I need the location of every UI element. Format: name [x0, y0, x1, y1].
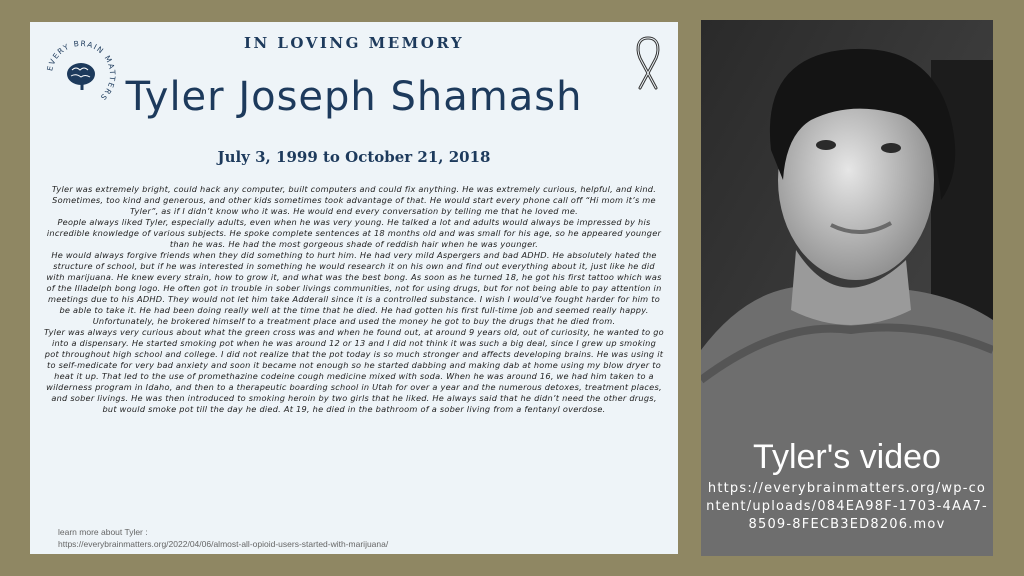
biography — [44, 184, 664, 415]
memorial-name: Tyler Joseph Shamash — [125, 74, 583, 120]
tyler-photo — [701, 20, 993, 556]
life-dates: July 3, 1999 to October 21, 2018 — [217, 148, 491, 166]
video-title: Tyler's video — [753, 438, 941, 476]
bio-paragraph: Tyler was extremely bright, could hack any computer, built computers and could fix anything. He was extremely curious, helpful, and kind. Sometimes, too kind and generous, and other kids sometimes took advantage of that. He would start every phone call off “Hi mom it’s me Tyler”, as if I didn’t know who it was. He would end every conversation by telling me that he loved me. — [51, 184, 657, 216]
learn-more — [58, 526, 658, 550]
memorial-card — [30, 22, 678, 554]
bio-paragraph: Tyler was always very curious about what the green cross was and when he found out, at around 9 years old, out of curiosity, he wanted to go into a dispensary. He started smoking pot when he was around 12 or 13 and I did not think it was such a big deal, since I grew up smoking pot throughout high school and college. I did not realize that the pot today is so much stronger and affects developing brains. He was using it to self-medicate for very bad anxiety and soon it became not enough so he started dabbing and making dab at home using my blow dryer to heat it up. That led to the use of promethazine codeine cough medicine mixed with soda. When he was around 16, we had him taken to a wilderness program in Idaho, and then to a therapeutic boarding school in Utah for over a year and the numerous detoxes, treatment places, and sober livings. He was then introduced to smoking heroin by two girls that he liked. He always said that he didn’t need the other drugs, but would smoke pot till the day he died. At 19, he died in the bathroom of a sober living from a fentanyl overdose. — [44, 327, 664, 414]
learn-more-link[interactable]: https://everybrainmatters.org/2022/04/06/almost-all-opioid-users-started-with-marijuana/ — [58, 539, 389, 549]
learn-more-label: learn more about Tyler : — [58, 527, 148, 537]
svg-text:EVERY BRAIN MATTERS: EVERY BRAIN MATTERS — [45, 38, 118, 103]
bio-paragraph: People always liked Tyler, especially adults, even when he was very young. He talked a lot and adults would always be impressed by his incredible knowledge of various subjects. He spoke complete sentences at 18 months old and was small for his age, so he appeared younger than he was. He had the most gorgeous shade of reddish hair when he was younger. — [46, 217, 662, 249]
video-link[interactable]: https://everybrainmatters.org/wp-content/uploads/084EA98F-1703-4AA7-8509-8FECB3ED8206.mov — [706, 481, 988, 532]
bio-paragraph: He would always forgive friends when they did something to hurt him. He had very mild Aspergers and bad ADHD. He absolutely hated the structure of school, but if he was interested in something he would research it on his own and find out everything about it, just like he did with marijuana. He knew every strain, how to grow it, and what was the best bong. As soon as he turned 18, he got his first tattoo which was of the Illadelph bong logo. He often got in trouble in sober livings communities, not for using drugs, but for not being able to pay attention in meetings due to his ADHD. They would not let him take Adderall since it is a controlled substance. I wish I would’ve fought harder for him to be able to take it. He had been doing really well at the time that he died. He had gotten his first full-time job and seemed really happy. Unfortunately, he brokered himself to a treatment place and used the money he got to buy the drugs that he died from. — [46, 250, 662, 326]
in-loving-memory-label: IN LOVING MEMORY — [243, 34, 465, 52]
